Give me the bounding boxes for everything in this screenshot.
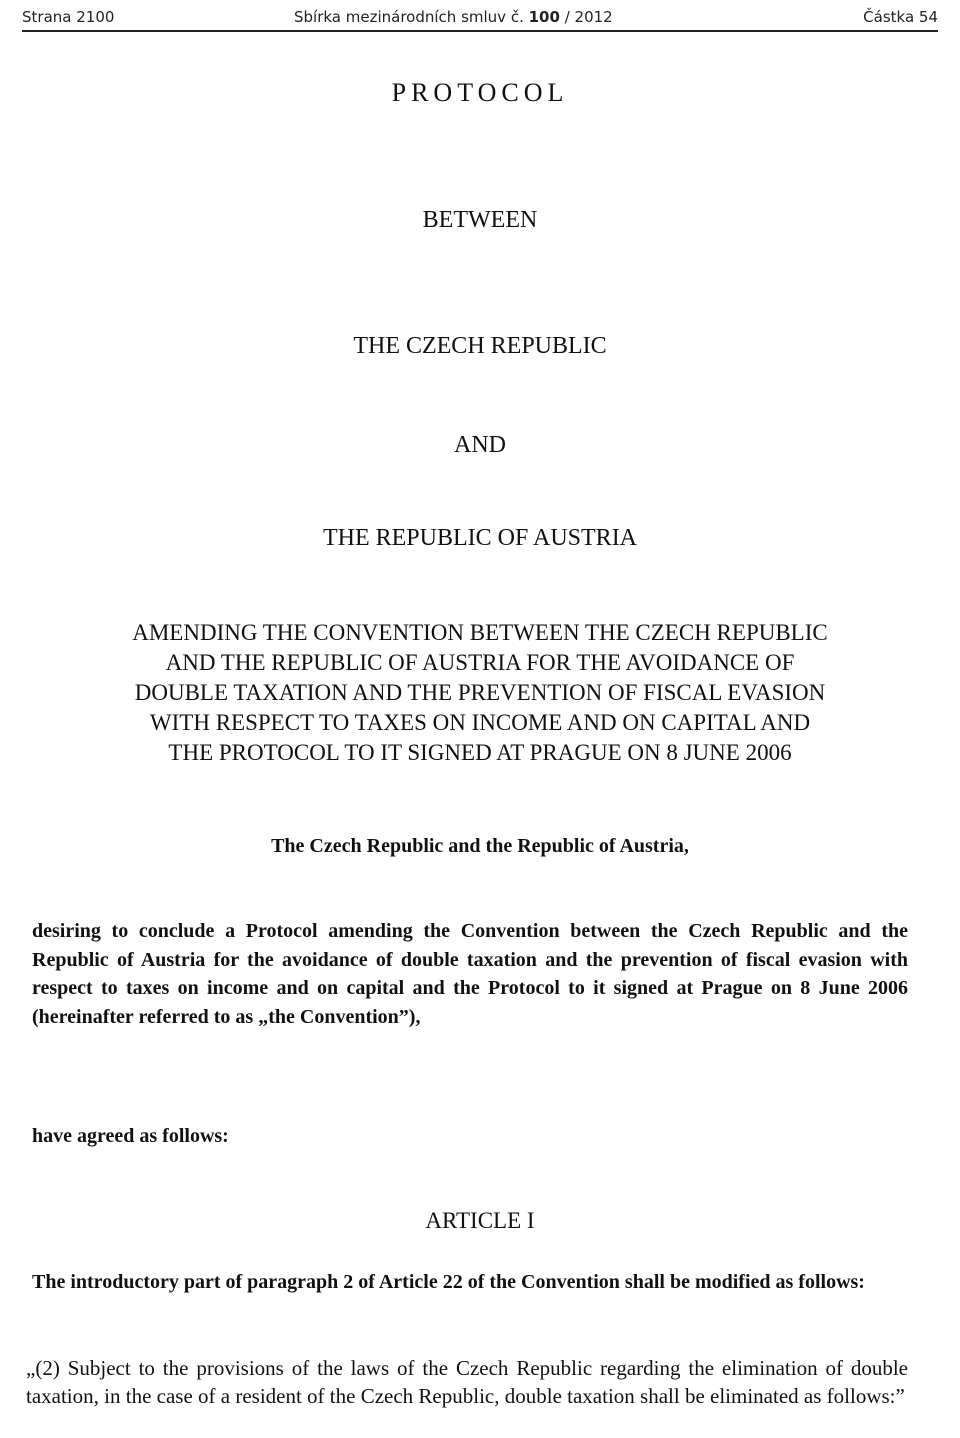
- between-heading: BETWEEN: [422, 207, 538, 233]
- amending-line: AND THE REPUBLIC OF AUSTRIA FOR THE AVOIDANCE OF: [165, 650, 795, 675]
- collection-reference: [294, 8, 613, 26]
- amending-line: THE PROTOCOL TO IT SIGNED AT PRAGUE ON 8 JUNE 2006: [168, 740, 792, 765]
- amending-block: [22, 618, 938, 768]
- and-heading: AND: [454, 432, 506, 458]
- party-austria: THE REPUBLIC OF AUSTRIA: [322, 525, 638, 551]
- collection-prefix: Sbírka mezinárodních smluv č.: [294, 8, 524, 26]
- amending-line: WITH RESPECT TO TAXES ON INCOME AND ON CAPITAL AND: [149, 710, 811, 735]
- collection-year: / 2012: [564, 8, 613, 26]
- collection-number: 100: [528, 8, 560, 26]
- agreed-statement: have agreed as follows:: [32, 1125, 229, 1147]
- page-number: Strana 2100: [22, 8, 115, 26]
- part-number: Částka 54: [863, 8, 938, 26]
- amending-line: AMENDING THE CONVENTION BETWEEN THE CZECH REPUBLIC: [132, 620, 828, 645]
- article-intro-paragraph: The introductory part of paragraph 2 of Article 22 of the Convention shall be modified as follows:: [32, 1271, 865, 1293]
- article-heading: ARTICLE I: [425, 1208, 535, 1233]
- party-czech-republic: THE CZECH REPUBLIC: [353, 333, 607, 359]
- preamble-desiring-paragraph: desiring to conclude a Protocol amending the Convention between the Czech Republic and the Republic of Austria for the avoidance of double taxation and the prevention of fiscal evasion with respect to taxes on income and on capital and the Protocol to it signed at Prague on 8 June 2006 (hereinafter referred to as „the Convention”),: [32, 920, 908, 1028]
- amending-line: DOUBLE TAXATION AND THE PREVENTION OF FISCAL EVASION: [134, 680, 826, 705]
- quoted-provision: „(2) Subject to the provisions of the laws of the Czech Republic regarding the elimination of double taxation, in the case of a resident of the Czech Republic, double taxation shall be eliminated as follows:”: [26, 1356, 908, 1408]
- preamble-intro: The Czech Republic and the Republic of Austria,: [271, 835, 689, 857]
- page-header: [22, 4, 938, 32]
- document-title: PROTOCOL: [391, 78, 569, 107]
